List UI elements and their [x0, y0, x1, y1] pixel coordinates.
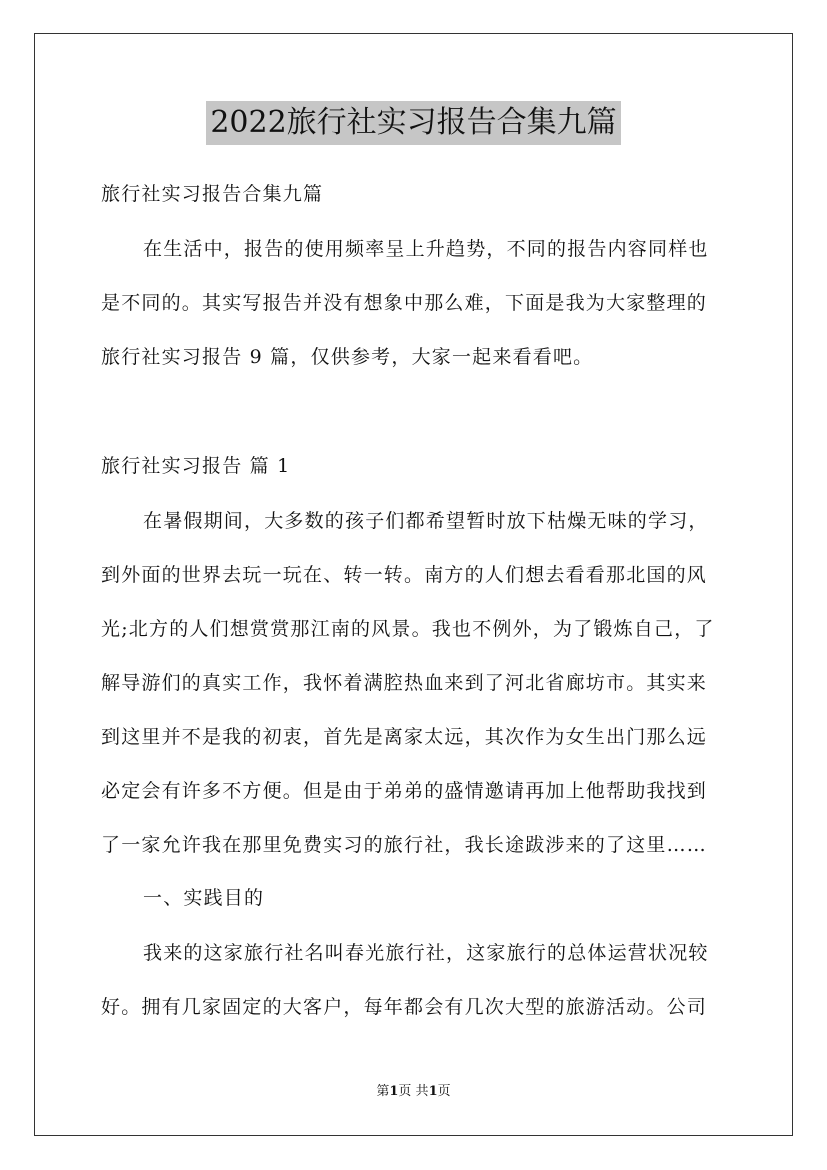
- intro-line-1: 在生活中，报告的使用频率呈上升趋势，不同的报告内容同样也: [143, 238, 709, 260]
- subheading: 一、实践目的: [143, 887, 265, 909]
- section-heading: 旅行社实习报告 篇 1: [101, 455, 291, 477]
- intro-line-3: 旅行社实习报告 9 篇，仅供参考，大家一起来看看吧。: [101, 346, 594, 368]
- footer-page-total: 1: [428, 1084, 438, 1099]
- para2-line-2: 好。拥有几家固定的大客户，每年都会有几次大型的旅游活动。公司: [101, 996, 708, 1018]
- para2-line-1: 我来的这家旅行社名叫春光旅行社，这家旅行的总体运营状况较: [143, 942, 709, 964]
- intro-line-2: 是不同的。其实写报告并没有想象中那么难，下面是我为大家整理的: [101, 292, 708, 314]
- footer-mid: 页 共: [398, 1084, 429, 1099]
- body-line-3: 光;北方的人们想赏赏那江南的风景。我也不例外，为了锻炼自己，了: [101, 618, 715, 640]
- footer-prefix: 第: [376, 1084, 390, 1099]
- body-line-6: 必定会有许多不方便。但是由于弟弟的盛情邀请再加上他帮助我找到: [101, 780, 708, 802]
- body-line-1: 在暑假期间，大多数的孩子们都希望暂时放下枯燥无味的学习，: [143, 510, 709, 532]
- body-line-2: 到外面的世界去玩一玩在、转一转。南方的人们想去看看那北国的风: [101, 564, 708, 586]
- footer-page-number: 1: [389, 1084, 399, 1099]
- document-title-wrap: [0, 101, 827, 145]
- document-subtitle: 旅行社实习报告合集九篇: [101, 183, 324, 205]
- footer-suffix: 页: [437, 1084, 451, 1099]
- page-footer: [0, 1083, 827, 1101]
- body-line-7: 了一家允许我在那里免费实习的旅行社，我长途跋涉来的了这里……: [101, 834, 708, 856]
- body-line-5: 到这里并不是我的初衷，首先是离家太远，其次作为女生出门那么远: [101, 726, 708, 748]
- document-title: 2022旅行社实习报告合集九篇: [206, 101, 620, 145]
- body-line-4: 解导游们的真实工作，我怀着满腔热血来到了河北省廊坊市。其实来: [101, 672, 708, 694]
